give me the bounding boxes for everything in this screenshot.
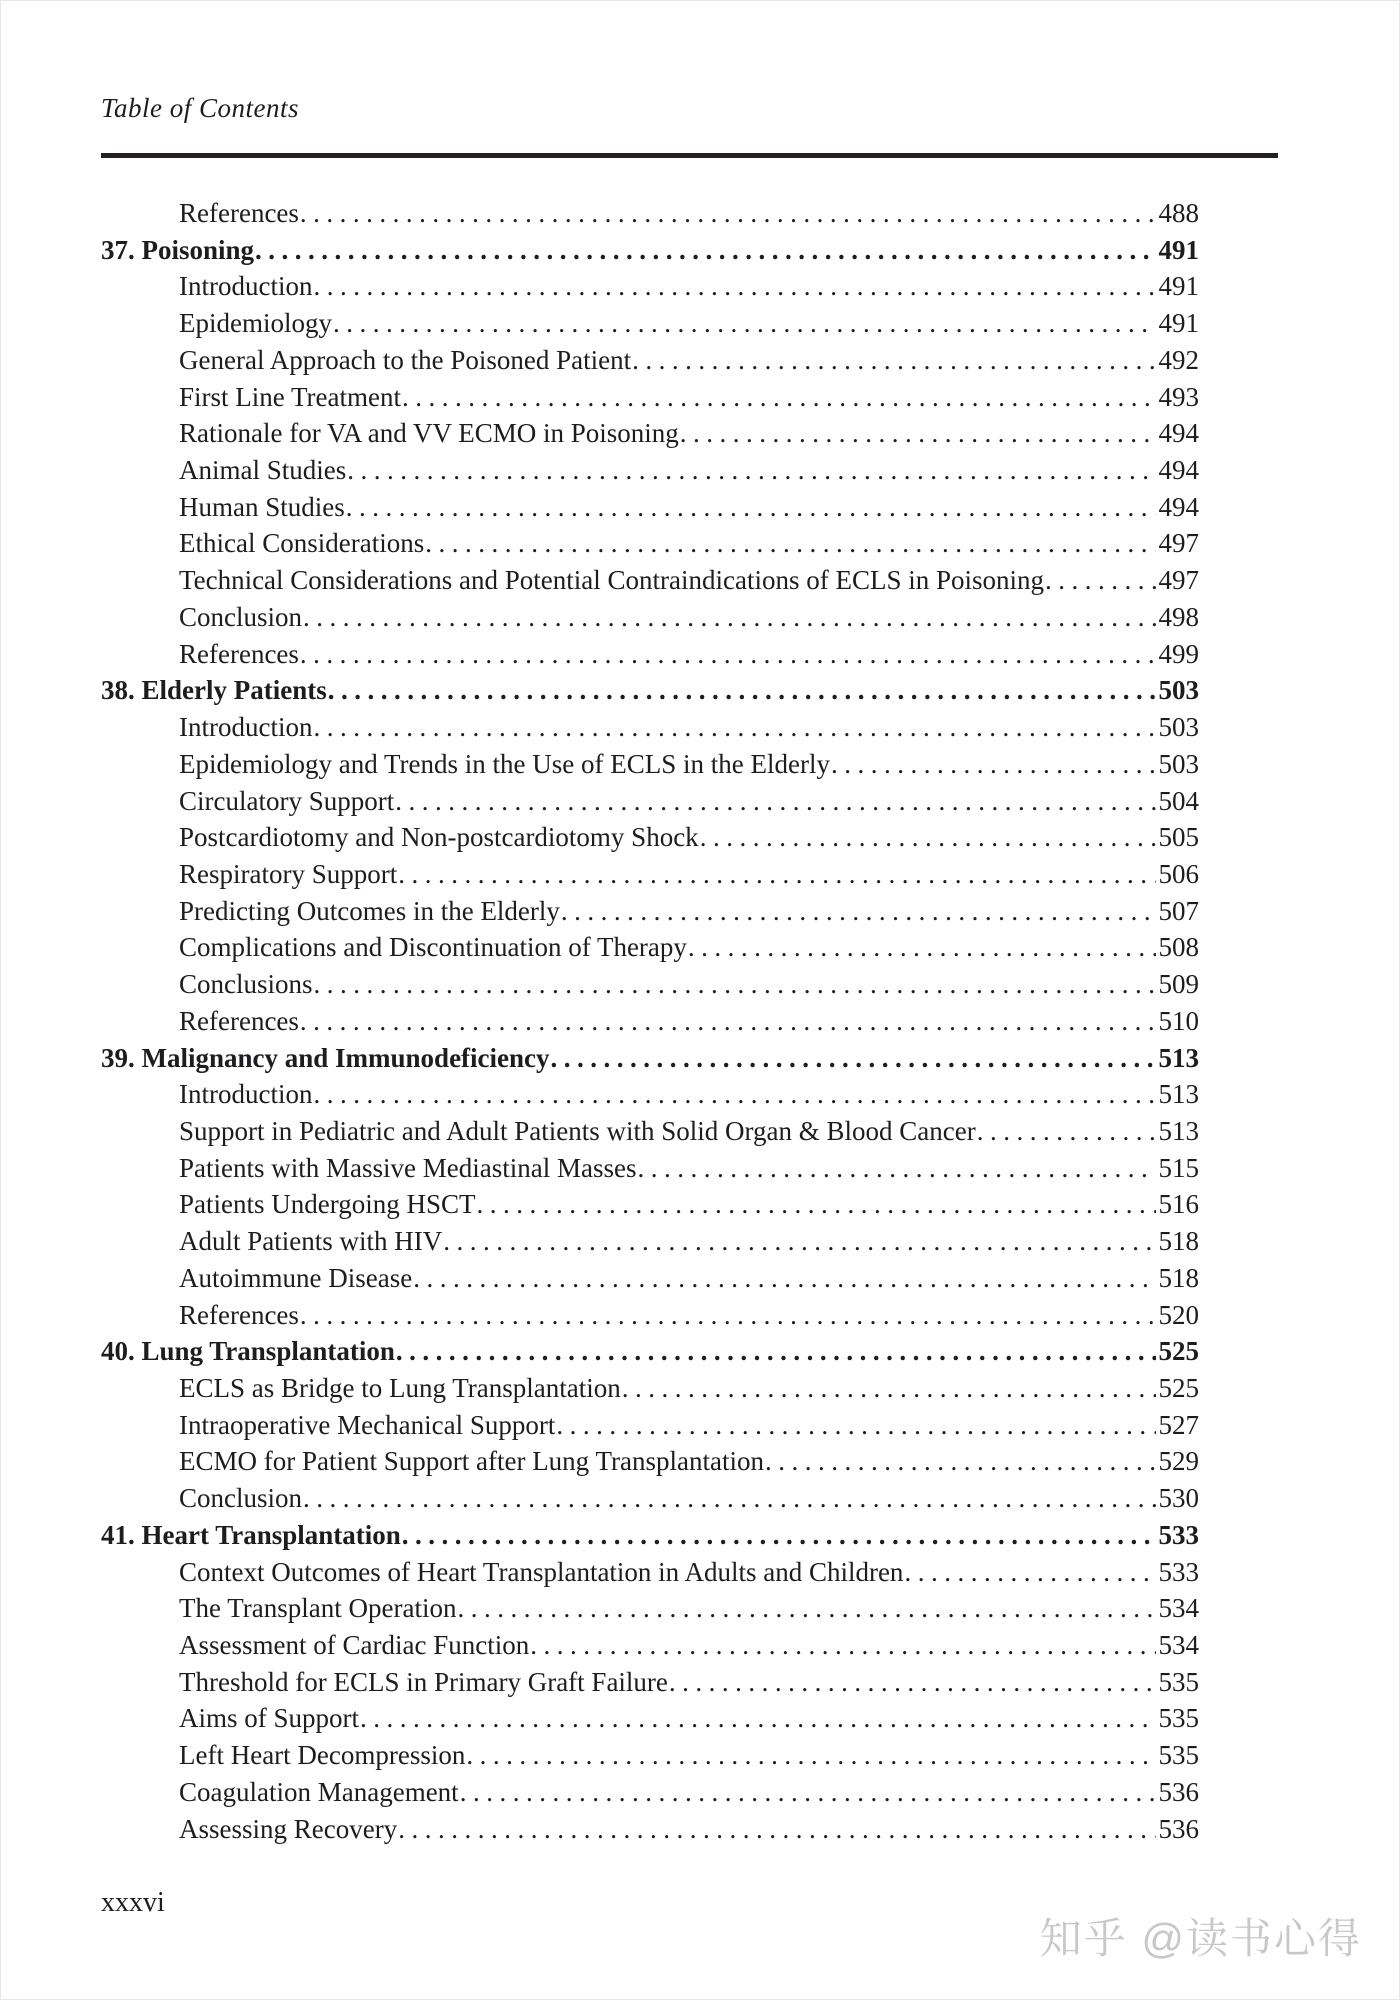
toc-entry <box>101 1627 1199 1664</box>
toc-page-number: 525 <box>1158 1336 1199 1367</box>
toc-entry-title: Ethical Considerations <box>179 528 425 559</box>
toc-entry <box>101 562 1199 599</box>
toc-dot-leader <box>313 1076 1155 1113</box>
toc-page-number: 520 <box>1158 1299 1199 1330</box>
toc-entry-title: 41. Heart Transplantation <box>101 1519 401 1550</box>
toc-entry-title: Conclusion <box>179 601 303 632</box>
toc-entry-title: Predicting Outcomes in the Elderly <box>179 895 560 926</box>
toc-entry-title: Context Outcomes of Heart Transplantation in Adults and Children <box>179 1556 904 1587</box>
toc-entry <box>101 1664 1199 1701</box>
toc-entry-title: References <box>179 1299 299 1330</box>
toc-page-number: 534 <box>1158 1630 1199 1661</box>
toc-entry <box>101 929 1199 966</box>
toc-entry <box>101 379 1199 416</box>
toc-dot-leader <box>556 1407 1155 1444</box>
toc-dot-leader <box>530 1627 1155 1664</box>
toc-page-number: 534 <box>1158 1593 1199 1624</box>
toc-entry <box>101 819 1199 856</box>
toc-dot-leader <box>300 1003 1156 1040</box>
watermark: 知乎 @读书心得 <box>1039 1915 1362 1962</box>
toc-dot-leader <box>460 1774 1156 1811</box>
toc-entry-title: Autoimmune Disease <box>179 1262 413 1293</box>
toc-entry <box>101 1186 1199 1223</box>
toc-entry-title: References <box>179 198 299 228</box>
toc-entry-title: General Approach to the Poisoned Patient <box>179 344 632 375</box>
toc-page-number: 518 <box>1158 1262 1199 1293</box>
toc-page-number: 513 <box>1158 1042 1199 1073</box>
toc-entry-title: Conclusions <box>179 969 313 1000</box>
toc-entry <box>101 1333 1199 1370</box>
toc-entry <box>101 452 1199 489</box>
toc-dot-leader <box>328 672 1156 709</box>
toc-page-number: 518 <box>1158 1226 1199 1257</box>
toc-page-number: 494 <box>1158 491 1199 522</box>
toc-page-number: 507 <box>1158 895 1199 926</box>
toc-entry-title: Complications and Discontinuation of Therapy <box>179 932 687 963</box>
toc-entry <box>101 893 1199 930</box>
toc-dot-leader <box>477 1186 1156 1223</box>
toc-entry-title: References <box>179 1005 299 1036</box>
toc-entry-title: Epidemiology and Trends in the Use of ECLS in the Elderly <box>179 748 830 779</box>
toc-entry <box>101 195 1199 232</box>
toc-entry <box>101 636 1199 673</box>
toc-page-number: 510 <box>1158 1005 1199 1036</box>
toc-page-number: 488 <box>1158 198 1199 228</box>
toc-dot-leader <box>831 746 1156 783</box>
toc-page-number: 497 <box>1158 528 1199 559</box>
toc-dot-leader <box>622 1370 1156 1407</box>
toc-page-number: 513 <box>1158 1115 1199 1146</box>
toc-entry-title: Circulatory Support <box>179 785 395 816</box>
toc-entry-title: Coagulation Management <box>179 1776 459 1807</box>
toc-dot-leader <box>700 819 1156 856</box>
toc-page-number: 499 <box>1158 638 1199 669</box>
toc-page-number: 529 <box>1158 1446 1199 1477</box>
toc-entry-title: ECLS as Bridge to Lung Transplantation <box>179 1373 621 1403</box>
toc-dot-leader <box>551 1040 1156 1077</box>
toc-page-number: 503 <box>1158 675 1199 706</box>
toc-entry <box>101 1517 1199 1554</box>
page-number-footer: xxxvi <box>101 1887 165 1918</box>
toc-page-number: 494 <box>1158 418 1199 449</box>
toc-entry <box>101 1260 1199 1297</box>
toc-dot-leader <box>669 1664 1156 1701</box>
toc-entry <box>101 1480 1199 1517</box>
toc-page-number: 513 <box>1158 1079 1199 1110</box>
toc-entry-title: Assessment of Cardiac Function <box>179 1630 530 1661</box>
toc-dot-leader <box>688 929 1156 966</box>
toc-entry <box>101 305 1199 342</box>
toc-entry-title: Patients with Massive Mediastinal Masses <box>179 1152 637 1183</box>
toc-page-number: 498 <box>1158 601 1199 632</box>
toc-page-number: 527 <box>1158 1409 1199 1440</box>
toc-dot-leader <box>255 232 1155 269</box>
toc-entry-title: The Transplant Operation <box>179 1593 457 1624</box>
toc-page-number: 505 <box>1158 822 1199 853</box>
toc-entry <box>101 746 1199 783</box>
toc-dot-leader <box>333 305 1156 342</box>
toc-page-number: 536 <box>1158 1813 1199 1844</box>
toc-entry <box>101 1700 1199 1737</box>
toc-entry <box>101 1590 1199 1627</box>
toc-page-number: 491 <box>1158 271 1199 302</box>
toc-page-number: 516 <box>1158 1189 1199 1220</box>
toc-entry-title: Human Studies <box>179 491 345 522</box>
toc-page-number: 535 <box>1158 1740 1199 1771</box>
toc-dot-leader <box>300 636 1156 673</box>
toc-entry <box>101 1443 1199 1480</box>
toc-entry <box>101 525 1199 562</box>
toc-dot-leader <box>300 1297 1156 1334</box>
toc-entry-title: Animal Studies <box>179 455 347 486</box>
toc-entry <box>101 856 1199 893</box>
toc-entry-title: Adult Patients with HIV <box>179 1226 443 1257</box>
toc-list <box>101 195 1199 1847</box>
page-title: Table of Contents <box>101 93 300 123</box>
toc-entry <box>101 232 1199 269</box>
toc-entry <box>101 1370 1199 1407</box>
toc-entry <box>101 1297 1199 1334</box>
toc-dot-leader <box>904 1554 1155 1591</box>
toc-dot-leader <box>680 415 1156 452</box>
toc-entry-title: Support in Pediatric and Adult Patients with Solid Organ & Blood Cancer <box>179 1115 976 1146</box>
toc-dot-leader <box>1045 562 1155 599</box>
toc-page-number: 491 <box>1158 234 1199 265</box>
toc-page-number: 491 <box>1158 308 1199 339</box>
toc-dot-leader <box>360 1700 1155 1737</box>
toc-entry <box>101 1150 1199 1187</box>
toc-page-number: 515 <box>1158 1152 1199 1183</box>
toc-dot-leader <box>300 195 1156 232</box>
toc-entry <box>101 1737 1199 1774</box>
toc-page-number: 525 <box>1158 1373 1199 1403</box>
toc-dot-leader <box>303 599 1155 636</box>
toc-dot-leader <box>398 856 1155 893</box>
toc-entry-title: Left Heart Decompression <box>179 1740 466 1771</box>
toc-entry-title: Epidemiology <box>179 308 332 339</box>
toc-dot-leader <box>425 525 1155 562</box>
toc-entry-title: Respiratory Support <box>179 858 398 889</box>
toc-entry-title: Introduction <box>179 712 313 743</box>
toc-entry <box>101 672 1199 709</box>
toc-entry-title: 40. Lung Transplantation <box>101 1336 395 1367</box>
toc-dot-leader <box>637 1150 1155 1187</box>
toc-dot-leader <box>457 1590 1155 1627</box>
toc-entry <box>101 966 1199 1003</box>
toc-page-number: 535 <box>1158 1703 1199 1734</box>
toc-dot-leader <box>314 966 1156 1003</box>
toc-dot-leader <box>977 1113 1156 1150</box>
toc-dot-leader <box>402 1517 1156 1554</box>
toc-page-number: 509 <box>1158 969 1199 1000</box>
toc-dot-leader <box>398 1811 1155 1848</box>
toc-entry-title: Intraoperative Mechanical Support <box>179 1409 556 1440</box>
toc-page-number: 536 <box>1158 1776 1199 1807</box>
toc-dot-leader <box>346 489 1156 526</box>
toc-entry <box>101 1407 1199 1444</box>
toc-entry <box>101 1040 1199 1077</box>
toc-page-number: 506 <box>1158 858 1199 889</box>
toc-entry <box>101 783 1199 820</box>
toc-entry-title: ECMO for Patient Support after Lung Transplantation <box>179 1446 764 1477</box>
toc-entry <box>101 342 1199 379</box>
toc-dot-leader <box>303 1480 1155 1517</box>
toc-page-number: 535 <box>1158 1666 1199 1697</box>
toc-dot-leader <box>347 452 1155 489</box>
toc-entry-title: Introduction <box>179 271 313 302</box>
toc-entry-title: First Line Treatment <box>179 381 401 412</box>
toc-entry-title: Assessing Recovery <box>179 1813 398 1844</box>
toc-entry <box>101 1811 1199 1848</box>
toc-entry <box>101 1113 1199 1150</box>
toc-entry-title: References <box>179 638 299 669</box>
toc-page-number: 504 <box>1158 785 1199 816</box>
toc-entry-title: Threshold for ECLS in Primary Graft Failure <box>179 1666 668 1697</box>
toc-entry-title: Patients Undergoing HSCT <box>179 1189 476 1220</box>
toc-entry <box>101 415 1199 452</box>
header-rule <box>101 153 1278 158</box>
toc-dot-leader <box>313 709 1155 746</box>
toc-page-number: 497 <box>1158 565 1199 596</box>
toc-dot-leader <box>395 783 1155 820</box>
toc-entry-title: Conclusion <box>179 1483 303 1514</box>
toc-entry <box>101 1076 1199 1113</box>
toc-entry-title: Aims of Support <box>179 1703 360 1734</box>
toc-dot-leader <box>413 1260 1155 1297</box>
toc-entry-title: Introduction <box>179 1079 313 1110</box>
toc-dot-leader <box>466 1737 1155 1774</box>
toc-page-number: 508 <box>1158 932 1199 963</box>
toc-dot-leader <box>632 342 1155 379</box>
toc-entry <box>101 709 1199 746</box>
toc-entry <box>101 1223 1199 1260</box>
toc-dot-leader <box>396 1333 1156 1370</box>
toc-entry-title: 38. Elderly Patients <box>101 675 327 706</box>
toc-entry-title: Postcardiotomy and Non-postcardiotomy Shock <box>179 822 699 853</box>
toc-dot-leader <box>443 1223 1155 1260</box>
toc-page-number: 533 <box>1158 1519 1199 1550</box>
toc-page-number: 494 <box>1158 455 1199 486</box>
toc-page-number: 503 <box>1158 748 1199 779</box>
toc-entry <box>101 1003 1199 1040</box>
toc-dot-leader <box>313 268 1155 305</box>
toc-page-number: 533 <box>1158 1556 1199 1587</box>
toc-page-number: 530 <box>1158 1483 1199 1514</box>
toc-dot-leader <box>402 379 1156 416</box>
toc-dot-leader <box>561 893 1156 930</box>
toc-entry-title: Technical Considerations and Potential Contraindications of ECLS in Poisoning <box>179 565 1045 596</box>
toc-entry-title: Rationale for VA and VV ECMO in Poisoning <box>179 418 679 449</box>
toc-dot-leader <box>765 1443 1156 1480</box>
toc-page-number: 492 <box>1158 344 1199 375</box>
toc-entry <box>101 489 1199 526</box>
toc-entry-title: 39. Malignancy and Immunodeficiency <box>101 1042 550 1073</box>
toc-entry <box>101 268 1199 305</box>
toc-page-number: 503 <box>1158 712 1199 743</box>
toc-entry <box>101 599 1199 636</box>
toc-page-number: 493 <box>1158 381 1199 412</box>
toc-entry-title: 37. Poisoning <box>101 234 255 265</box>
toc-entry <box>101 1774 1199 1811</box>
toc-entry <box>101 1554 1199 1591</box>
